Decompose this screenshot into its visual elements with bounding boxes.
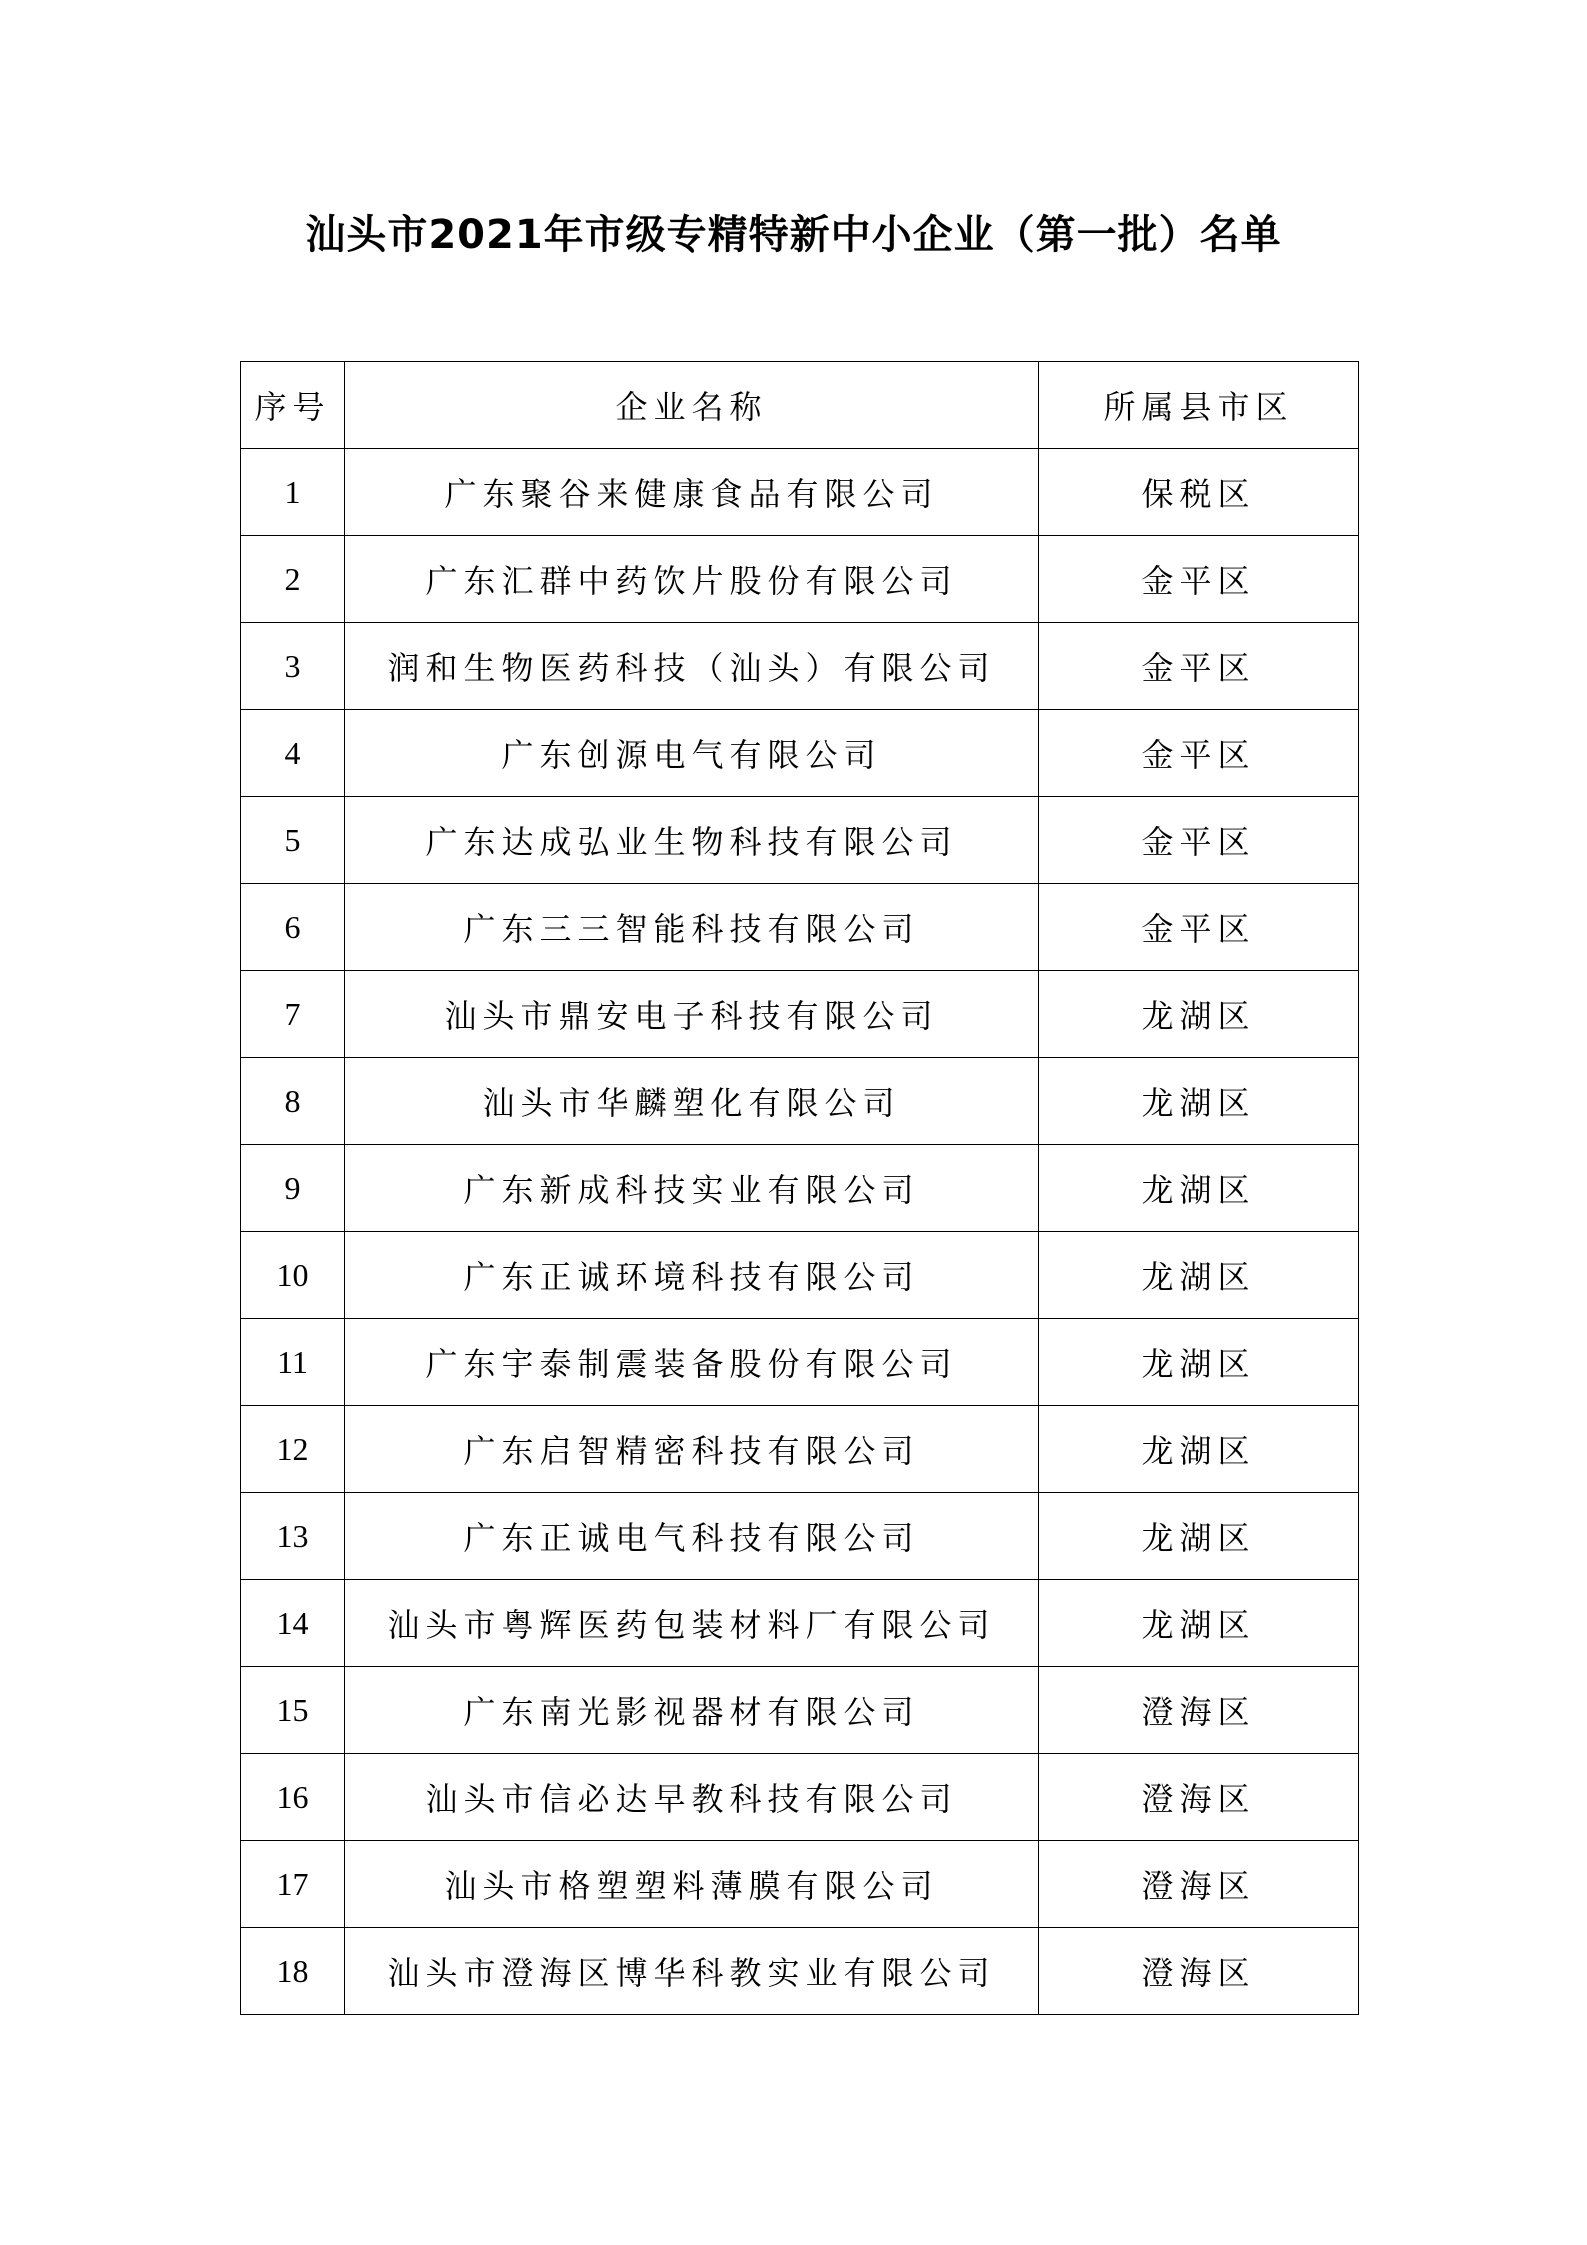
- table-row: [241, 1319, 1359, 1406]
- table-row: [241, 1493, 1359, 1580]
- row-enterprise-name: 广东三三智能科技有限公司: [345, 884, 1039, 971]
- row-serial-number: 3: [241, 623, 345, 710]
- row-serial-number: 12: [241, 1406, 345, 1493]
- row-enterprise-name: 广东汇群中药饮片股份有限公司: [345, 536, 1039, 623]
- row-district: 金平区: [1039, 623, 1359, 710]
- table-row: [241, 1667, 1359, 1754]
- row-enterprise-name: 广东正诚环境科技有限公司: [345, 1232, 1039, 1319]
- row-serial-number: 2: [241, 536, 345, 623]
- table-row: [241, 797, 1359, 884]
- table-row: [241, 449, 1359, 536]
- row-serial-number: 16: [241, 1754, 345, 1841]
- table-row: [241, 1406, 1359, 1493]
- table-row: [241, 536, 1359, 623]
- row-serial-number: 5: [241, 797, 345, 884]
- row-serial-number: 11: [241, 1319, 345, 1406]
- row-serial-number: 18: [241, 1928, 345, 2015]
- enterprise-table: [240, 361, 1359, 2015]
- row-district: 澄海区: [1039, 1928, 1359, 2015]
- row-enterprise-name: 广东聚谷来健康食品有限公司: [345, 449, 1039, 536]
- row-district: 龙湖区: [1039, 1406, 1359, 1493]
- row-district: 龙湖区: [1039, 1058, 1359, 1145]
- row-district: 龙湖区: [1039, 1145, 1359, 1232]
- row-serial-number: 13: [241, 1493, 345, 1580]
- row-district: 金平区: [1039, 710, 1359, 797]
- table-row: [241, 1841, 1359, 1928]
- row-serial-number: 7: [241, 971, 345, 1058]
- table-row: [241, 884, 1359, 971]
- row-district: 龙湖区: [1039, 1580, 1359, 1667]
- row-district: 龙湖区: [1039, 1232, 1359, 1319]
- row-enterprise-name: 广东正诚电气科技有限公司: [345, 1493, 1039, 1580]
- row-district: 龙湖区: [1039, 1319, 1359, 1406]
- table-row: [241, 1580, 1359, 1667]
- row-enterprise-name: 广东创源电气有限公司: [345, 710, 1039, 797]
- row-enterprise-name: 汕头市粤辉医药包装材料厂有限公司: [345, 1580, 1039, 1667]
- row-enterprise-name: 汕头市鼎安电子科技有限公司: [345, 971, 1039, 1058]
- table-row: [241, 1754, 1359, 1841]
- row-enterprise-name: 汕头市华麟塑化有限公司: [345, 1058, 1039, 1145]
- row-enterprise-name: 广东达成弘业生物科技有限公司: [345, 797, 1039, 884]
- table-row: [241, 971, 1359, 1058]
- table-body: [241, 449, 1359, 2015]
- row-district: 澄海区: [1039, 1841, 1359, 1928]
- header-enterprise-name: 企业名称: [345, 362, 1039, 449]
- row-serial-number: 6: [241, 884, 345, 971]
- table-row: [241, 1928, 1359, 2015]
- row-district: 龙湖区: [1039, 971, 1359, 1058]
- row-enterprise-name: 汕头市澄海区博华科教实业有限公司: [345, 1928, 1039, 2015]
- row-enterprise-name: 润和生物医药科技（汕头）有限公司: [345, 623, 1039, 710]
- row-serial-number: 15: [241, 1667, 345, 1754]
- row-enterprise-name: 广东南光影视器材有限公司: [345, 1667, 1039, 1754]
- table-header-row: [241, 362, 1359, 449]
- row-enterprise-name: 广东新成科技实业有限公司: [345, 1145, 1039, 1232]
- row-enterprise-name: 广东宇泰制震装备股份有限公司: [345, 1319, 1039, 1406]
- table-row: [241, 623, 1359, 710]
- row-enterprise-name: 汕头市信必达早教科技有限公司: [345, 1754, 1039, 1841]
- row-serial-number: 9: [241, 1145, 345, 1232]
- table-row: [241, 1145, 1359, 1232]
- row-district: 金平区: [1039, 884, 1359, 971]
- table-row: [241, 1058, 1359, 1145]
- row-district: 金平区: [1039, 536, 1359, 623]
- row-enterprise-name: 汕头市格塑塑料薄膜有限公司: [345, 1841, 1039, 1928]
- row-district: 龙湖区: [1039, 1493, 1359, 1580]
- row-district: 保税区: [1039, 449, 1359, 536]
- header-serial-number: 序号: [241, 362, 345, 449]
- row-district: 金平区: [1039, 797, 1359, 884]
- table-row: [241, 710, 1359, 797]
- row-enterprise-name: 广东启智精密科技有限公司: [345, 1406, 1039, 1493]
- row-serial-number: 14: [241, 1580, 345, 1667]
- row-serial-number: 1: [241, 449, 345, 536]
- header-district: 所属县市区: [1039, 362, 1359, 449]
- row-district: 澄海区: [1039, 1754, 1359, 1841]
- table-row: [241, 1232, 1359, 1319]
- row-serial-number: 8: [241, 1058, 345, 1145]
- document-title: 汕头市2021年市级专精特新中小企业（第一批）名单: [305, 212, 1282, 258]
- row-serial-number: 4: [241, 710, 345, 797]
- row-serial-number: 10: [241, 1232, 345, 1319]
- row-district: 澄海区: [1039, 1667, 1359, 1754]
- row-serial-number: 17: [241, 1841, 345, 1928]
